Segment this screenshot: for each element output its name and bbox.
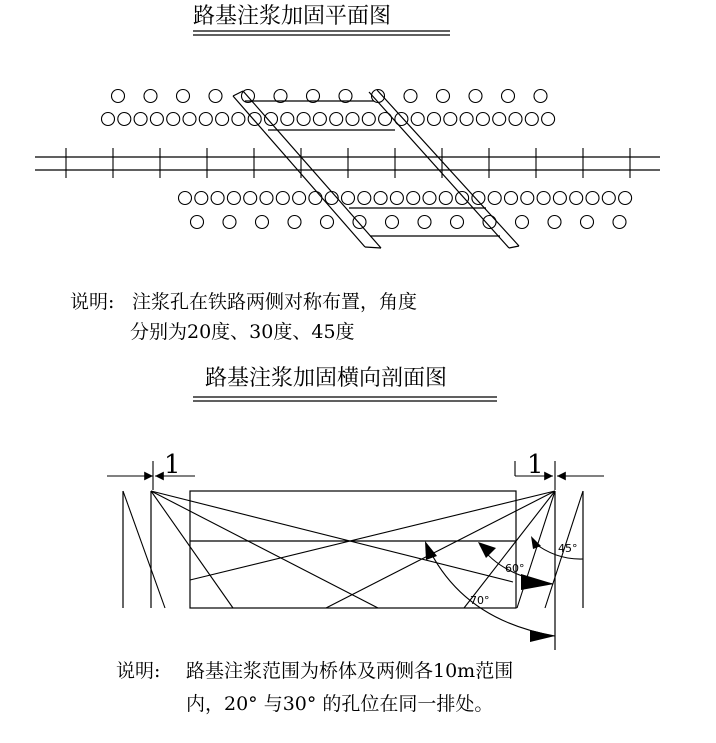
section-note-prefix: 说明: <box>116 660 161 682</box>
grout-hole <box>411 113 424 126</box>
grout-strip-right <box>369 90 519 248</box>
hole-row-lower-inner <box>179 192 632 205</box>
grout-hole <box>516 216 529 229</box>
hole-row-lower-outer <box>191 216 627 229</box>
grout-hole <box>353 216 366 229</box>
grout-hole <box>488 192 501 205</box>
grout-hole <box>374 192 387 205</box>
angle-45-label: 45° <box>558 542 578 555</box>
grout-hole <box>460 113 473 126</box>
grout-hole <box>244 192 257 205</box>
grout-hole <box>144 90 157 103</box>
railway-sleepers <box>66 148 630 178</box>
grout-hole <box>553 192 566 205</box>
grout-hole <box>423 192 436 205</box>
grout-hole <box>150 113 163 126</box>
plan-note-line1: 注浆孔在铁路两侧对称布置，角度 <box>132 291 418 313</box>
grout-hole <box>404 90 417 103</box>
grout-hole <box>537 192 550 205</box>
dimension-right-label: 1 <box>527 450 544 480</box>
grout-hole <box>179 192 192 205</box>
grout-hole <box>521 192 534 205</box>
grout-hole <box>439 192 452 205</box>
grout-hole <box>260 192 273 205</box>
grout-hole <box>216 113 229 126</box>
grout-hole <box>505 192 518 205</box>
grout-hole <box>281 113 294 126</box>
grout-hole <box>293 192 306 205</box>
hole-row-upper-inner <box>102 113 555 126</box>
angle-70-label: 70° <box>470 594 490 607</box>
grout-hole <box>586 192 599 205</box>
grout-hole <box>534 90 547 103</box>
grout-hole <box>276 192 289 205</box>
grout-hole <box>321 216 334 229</box>
grout-hole <box>199 113 212 126</box>
grout-hole <box>232 113 245 126</box>
dimension-left <box>107 461 195 490</box>
grout-hole <box>619 192 632 205</box>
grout-hole <box>493 113 506 126</box>
section-note-line2: 内，20° 与30° 的孔位在同一排处。 <box>186 693 494 715</box>
grout-hole <box>256 216 269 229</box>
angle-60-label: 60° <box>505 562 525 575</box>
grout-hole <box>602 192 615 205</box>
grout-hole <box>407 192 420 205</box>
grout-hole <box>342 192 355 205</box>
grout-hole <box>418 216 431 229</box>
grout-hole <box>183 113 196 126</box>
grout-hole <box>134 113 147 126</box>
grout-hole <box>177 90 190 103</box>
grout-hole <box>525 113 538 126</box>
grout-hole <box>227 192 240 205</box>
grout-hole <box>581 216 594 229</box>
grout-hole <box>191 216 204 229</box>
grout-hole <box>444 113 457 126</box>
dimension-left-label: 1 <box>164 450 181 480</box>
grout-hole <box>223 216 236 229</box>
grout-hole <box>330 113 343 126</box>
grout-hole <box>472 192 485 205</box>
grout-hole <box>313 113 326 126</box>
grout-hole <box>209 90 222 103</box>
grout-hole <box>613 216 626 229</box>
grout-hole <box>542 113 555 126</box>
grout-hole <box>211 192 224 205</box>
grout-hole <box>570 192 583 205</box>
grout-hole <box>362 113 375 126</box>
grout-hole <box>390 192 403 205</box>
grout-hole <box>451 216 464 229</box>
grout-hole <box>297 113 310 126</box>
grout-hole <box>309 192 322 205</box>
grout-hole <box>102 113 115 126</box>
grout-hole <box>325 192 338 205</box>
grout-hole <box>428 113 441 126</box>
grout-hole <box>469 90 482 103</box>
grout-hole <box>502 90 515 103</box>
plan-note-prefix: 说明: <box>70 291 115 313</box>
plan-note-line2: 分别为20度、30度、45度 <box>130 321 355 343</box>
grout-hole <box>548 216 561 229</box>
grout-hole-lines <box>123 491 583 608</box>
grout-hole <box>456 192 469 205</box>
grout-hole <box>346 113 359 126</box>
embankment-body <box>190 491 516 608</box>
grout-connectors <box>245 101 500 236</box>
grout-hole <box>248 113 261 126</box>
section-title: 路基注浆加固横向剖面图 <box>205 366 448 391</box>
grout-hole <box>509 113 522 126</box>
grout-hole <box>358 192 371 205</box>
grout-hole <box>167 113 180 126</box>
plan-title: 路基注浆加固平面图 <box>193 4 392 29</box>
section-note-line1: 路基注浆范围为桥体及两侧各10m范围 <box>186 660 514 682</box>
grout-hole <box>476 113 489 126</box>
grout-hole <box>195 192 208 205</box>
grout-hole <box>288 216 301 229</box>
grout-hole <box>386 216 399 229</box>
grout-hole <box>437 90 450 103</box>
grout-hole <box>118 113 131 126</box>
grout-hole <box>112 90 125 103</box>
